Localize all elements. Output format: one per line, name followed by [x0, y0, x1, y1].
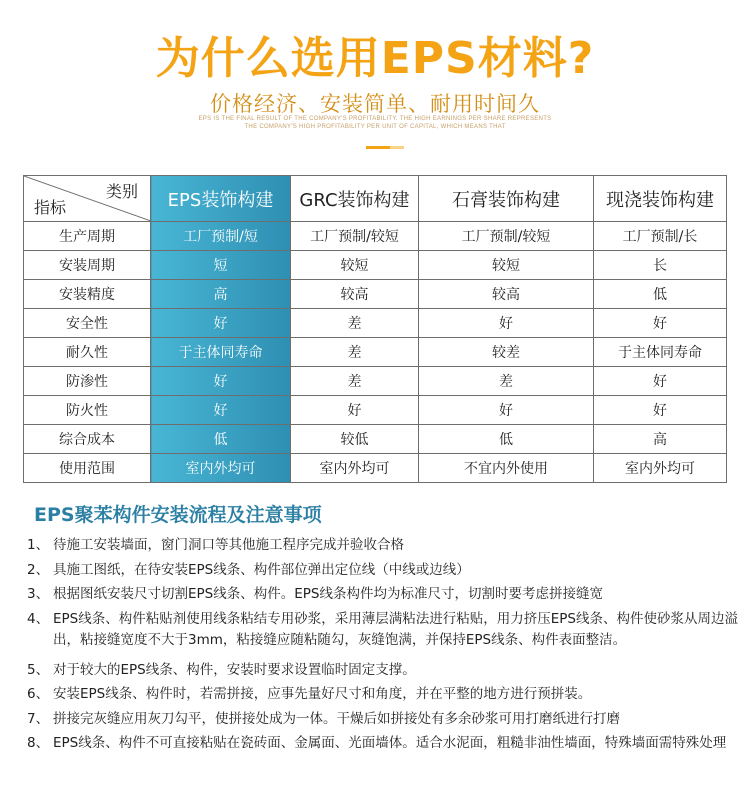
table-row	[24, 425, 727, 454]
table-cell: 工厂预制/较短	[419, 222, 594, 251]
row-label: 耐久性	[24, 338, 151, 367]
table-cell: 于主体同寿命	[151, 338, 291, 367]
table-row	[24, 454, 727, 483]
row-label: 安全性	[24, 309, 151, 338]
step-text: EPS线条、构件粘贴剂使用线条粘结专用砂浆，采用薄层满粘法进行粘贴，用力挤压EPS线条、构件使砂浆从周边溢出，粘接缝宽度不大于3mm，粘接缝应随粘随勾，灰缝饱满，并保持EPS线条、构件表面整洁。	[53, 610, 738, 648]
table-cell: 工厂预制/长	[594, 222, 727, 251]
table-cell: 差	[419, 367, 594, 396]
step-text: 拼接完灰缝应用灰刀勾平，使拼接处成为一体。干燥后如拼接处有多余砂浆可用打磨纸进行打磨	[53, 710, 620, 727]
step-number: 2、	[27, 561, 50, 578]
step-number: 4、	[27, 610, 50, 627]
list-item	[27, 560, 742, 582]
list-item	[27, 609, 742, 652]
list-item	[27, 584, 742, 606]
table-cell: 好	[151, 367, 291, 396]
table-cell: 高	[594, 425, 727, 454]
table-header-row	[24, 176, 727, 222]
step-text: 安装EPS线条、构件时，若需拼接，应事先量好尺寸和角度，并在平整的地方进行预拼装。	[53, 686, 592, 702]
list-item	[27, 660, 742, 682]
table-row	[24, 396, 727, 425]
comparison-table	[23, 175, 727, 483]
step-text: 待施工安装墙面，窗门洞口等其他施工程序完成并验收合格	[53, 537, 404, 553]
table-row	[24, 309, 727, 338]
table-cell: 室内外均可	[291, 454, 419, 483]
step-number: 1、	[27, 537, 50, 553]
table-cell: 低	[419, 425, 594, 454]
list-item	[27, 733, 742, 755]
table-cell: 差	[291, 338, 419, 367]
table-cell: 较高	[291, 280, 419, 309]
step-number: 7、	[27, 710, 50, 727]
step-text: 根据图纸安装尺寸切割EPS线条、构件。EPS线条构件均为标准尺寸，切割时要考虑拼接缝宽	[53, 586, 603, 602]
table-cell: 短	[151, 251, 291, 280]
row-label: 防火性	[24, 396, 151, 425]
row-label: 安装精度	[24, 280, 151, 309]
table-row	[24, 280, 727, 309]
corner-indicator-label: 指标	[34, 198, 67, 217]
list-item	[27, 684, 742, 706]
page-title: 为什么选用EPS材料?	[155, 33, 595, 84]
table-cell: 高	[151, 280, 291, 309]
table-cell: 好	[151, 396, 291, 425]
table-cell: 好	[594, 367, 727, 396]
table-cell: 好	[594, 396, 727, 425]
step-text: 具施工图纸，在待安装EPS线条、构件部位弹出定位线（中线或边线）	[53, 561, 470, 578]
table-cell: 较高	[419, 280, 594, 309]
table-cell: 工厂预制/短	[151, 222, 291, 251]
step-number: 3、	[27, 586, 50, 602]
table-cell: 于主体同寿命	[594, 338, 727, 367]
table-cell: 不宜内外使用	[419, 454, 594, 483]
table-cell: 长	[594, 251, 727, 280]
fine-print-line-1: EPS IS THE FINAL RESULT OF THE COMPANY'S PROFITABILITY. THE HIGH EARNINGS PER SHARE REPRESENTS	[198, 116, 552, 122]
table-cell: 好	[291, 396, 419, 425]
table-row	[24, 222, 727, 251]
page-subtitle: 价格经济、安装简单、耐用时间久	[210, 92, 540, 116]
corner-category-label: 类别	[105, 182, 138, 201]
step-text: EPS线条、构件不可直接粘贴在瓷砖面、金属面、光面墙体。适合水泥面，粗糙非油性墙面，特殊墙面需特殊处理	[53, 735, 727, 751]
step-number: 5、	[27, 661, 50, 678]
table-cell: 较短	[419, 251, 594, 280]
column-header-eps: EPS装饰构建	[151, 176, 291, 222]
table-cell: 较短	[291, 251, 419, 280]
table-cell: 室内外均可	[151, 454, 291, 483]
row-label: 安装周期	[24, 251, 151, 280]
row-label: 防渗性	[24, 367, 151, 396]
table-cell: 工厂预制/较短	[291, 222, 419, 251]
installation-steps	[27, 535, 742, 758]
table-cell: 好	[151, 309, 291, 338]
table-cell: 较差	[419, 338, 594, 367]
table-corner-cell	[24, 176, 151, 222]
table-cell: 差	[291, 309, 419, 338]
row-label: 综合成本	[24, 425, 151, 454]
step-number: 8、	[27, 735, 50, 751]
table-row	[24, 367, 727, 396]
section-title: EPS聚苯构件安装流程及注意事项	[34, 504, 322, 526]
column-header-cast: 现浇装饰构建	[594, 176, 727, 222]
column-header-gypsum: 石膏装饰构建	[419, 176, 594, 222]
table-cell: 好	[419, 396, 594, 425]
step-text: 对于较大的EPS线条、构件，安装时要求设置临时固定支撑。	[53, 661, 416, 678]
row-label: 使用范围	[24, 454, 151, 483]
list-item	[27, 709, 742, 731]
table-row	[24, 251, 727, 280]
table-cell: 好	[419, 309, 594, 338]
table-row	[24, 338, 727, 367]
fine-print-line-2: THE COMPANY'S HIGH PROFITABILITY PER UNIT OF CAPITAL, WHICH MEANS THAT	[244, 124, 506, 130]
table-cell: 低	[151, 425, 291, 454]
table-cell: 差	[291, 367, 419, 396]
list-item	[27, 535, 742, 557]
table-cell: 低	[594, 280, 727, 309]
column-header-grc: GRC装饰构建	[291, 176, 419, 222]
row-label: 生产周期	[24, 222, 151, 251]
table-cell: 较低	[291, 425, 419, 454]
table-cell: 好	[594, 309, 727, 338]
step-number: 6、	[27, 686, 50, 702]
table-cell: 室内外均可	[594, 454, 727, 483]
